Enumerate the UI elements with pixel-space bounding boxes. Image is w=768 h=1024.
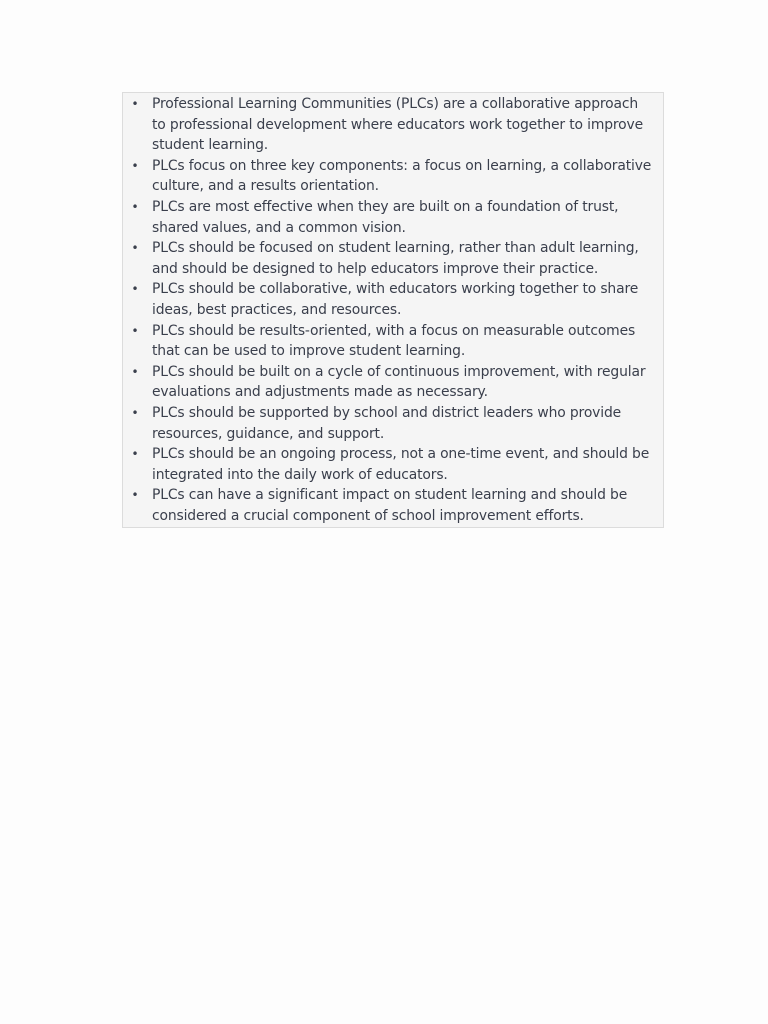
bullet-icon: • [131, 241, 139, 256]
bullet-icon: • [131, 282, 139, 297]
list-item [123, 238, 655, 279]
bullet-icon: • [131, 447, 139, 462]
list-item [123, 403, 655, 444]
list-item [123, 156, 655, 197]
bullet-list [123, 94, 655, 526]
list-item [123, 444, 655, 485]
list-item-text: PLCs should be focused on student learning, rather than adult learning, and should be designed to help educators improve their practice. [152, 240, 639, 277]
list-item [123, 362, 655, 403]
bullet-icon: • [131, 323, 139, 338]
list-item-text: PLCs are most effective when they are built on a foundation of trust, shared values, and a common vision. [152, 198, 619, 236]
list-item [123, 94, 655, 156]
list-item-text: PLCs should be supported by school and district leaders who provide resources, guidance, and support. [152, 404, 622, 442]
list-item [123, 279, 655, 320]
list-item-text: PLCs should be an ongoing process, not a one-time event, and should be integrated into the daily work of educators. [152, 446, 650, 483]
bullet-list-box [122, 92, 664, 528]
list-item-text: PLCs focus on three key components: a focus on learning, a collaborative culture, and a results orientation. [152, 157, 652, 195]
bullet-icon: • [131, 405, 139, 420]
list-item-text: PLCs should be results-oriented, with a focus on measurable outcomes that can be used to improve student learning. [152, 322, 636, 360]
list-item-text: PLCs can have a significant impact on student learning and should be considered a crucial component of school improvement efforts. [152, 487, 628, 524]
list-item-text: PLCs should be collaborative, with educators working together to share ideas, best practices, and resources. [152, 281, 639, 318]
list-item [123, 485, 655, 526]
bullet-icon: • [131, 199, 139, 214]
bullet-icon: • [131, 158, 139, 173]
list-item-text: PLCs should be built on a cycle of continuous improvement, with regular evaluations and adjustments made as necessary. [152, 363, 646, 401]
list-item [123, 321, 655, 362]
bullet-icon: • [131, 97, 139, 111]
list-item-text: Professional Learning Communities (PLCs) are a collaborative approach to professional development where educators work together to improve student learning. [152, 96, 643, 154]
bullet-icon: • [131, 488, 139, 503]
list-item [123, 197, 655, 238]
bullet-icon: • [131, 364, 139, 379]
